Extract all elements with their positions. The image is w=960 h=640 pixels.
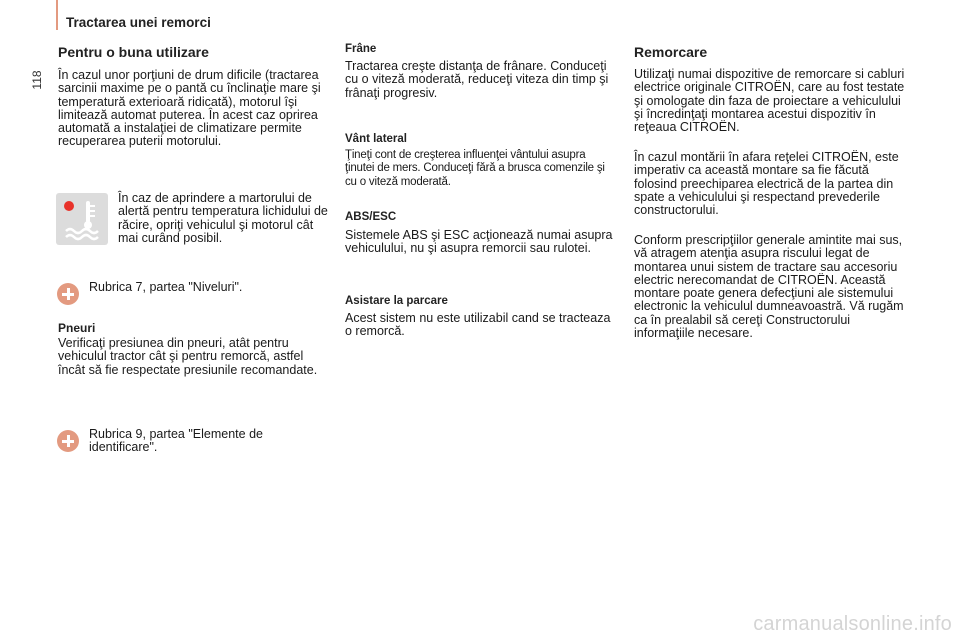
towing-paragraph-2: În cazul montării în afara reţelei CITROËN, este imperativ ca această montare sa fie făcută folosind preechiparea electrică de la partea din spate a vehiculului şi respectand prevederile constructorului. xyxy=(634,150,899,218)
heading-parking-assist: Asistare la parcare xyxy=(345,295,448,307)
plus-reference-icon xyxy=(57,283,79,305)
parking-assist-paragraph: Acest sistem nu este utilizabil cand se tracteaza o remorcă. xyxy=(345,311,611,339)
warning-paragraph: În caz de aprindere a martorului de alertă pentru temperatura lichidului de răcire, opriţi vehiculul şi motorul cât mai curând posibil. xyxy=(118,191,328,245)
tyres-paragraph: Verificaţi presiunea din pneuri, atât pentru vehiculul tractor cât şi pentru remorcă, astfel încât să fie respectate presiunile recomandate. xyxy=(58,336,318,377)
abs-esc-paragraph: Sistemele ABS şi ESC acţionează numai asupra vehiculului, nu şi asupra remorcii sau rulotei. xyxy=(345,228,613,256)
coolant-temperature-warning-icon xyxy=(56,193,108,245)
reference-identification: Rubrica 9, partea "Elemente de identificare". xyxy=(89,427,263,455)
side-wind-paragraph: Ţineţi cont de creşterea influenţei vântului asupra ţinutei de mers. Conduceţi fără a brusca comenzile şi cu o viteză moderată. xyxy=(345,149,605,188)
reference-levels: Rubrica 7, partea "Niveluri". xyxy=(89,280,243,294)
plus-reference-icon xyxy=(57,430,79,452)
header-accent-bar xyxy=(56,0,58,30)
towing-paragraph-3: Conform prescripţiilor generale amintite mai sus, vă atragem atenţia asupra riscului legat de montarea unui sistem de tractare sau accesoriu electric nerecomandat de CITROËN. Această montare poate genera defecţiuni ale sistemului electronic la vehiculul dumneavoastră. Vă rugăm ca în prealabil să cereţi Constructorului informaţiile necesare. xyxy=(634,233,904,341)
heading-brakes: Frâne xyxy=(345,43,377,55)
towing-paragraph-1: Utilizaţi numai dispozitive de remorcare si cabluri electrice originale CITROËN, care au fost testate şi omologate din faza de proiectare a vehiculului şi încredinţaţi montarea acestui dispozitiv în reţeaua CITROËN. xyxy=(634,67,905,135)
heading-good-use: Pentru o buna utilizare xyxy=(58,44,209,60)
heading-side-wind: Vânt lateral xyxy=(345,133,407,145)
intro-paragraph: În cazul unor porţiuni de drum dificile (tractarea sarcinii maxime pe o pantă cu înclinaţie mare şi temperatură exterioară ridicată), motorul îşi limitează automat puterea. În acest caz oprirea automată a instalaţiei de climatizare permite recuperarea puterii motorului. xyxy=(58,68,321,149)
brakes-paragraph: Tractarea creşte distanţa de frânare. Conduceţi cu o viteză moderată, reduceţi viteza din timp şi frânaţi progresiv. xyxy=(345,59,609,100)
page-number: 118 xyxy=(30,70,44,90)
heading-towing: Remorcare xyxy=(634,44,708,60)
watermark: carmanualsonline.info xyxy=(753,613,952,635)
section-title: Tractarea unei remorci xyxy=(66,15,211,30)
heading-abs-esc: ABS/ESC xyxy=(345,211,397,223)
heading-tyres: Pneuri xyxy=(58,321,96,335)
